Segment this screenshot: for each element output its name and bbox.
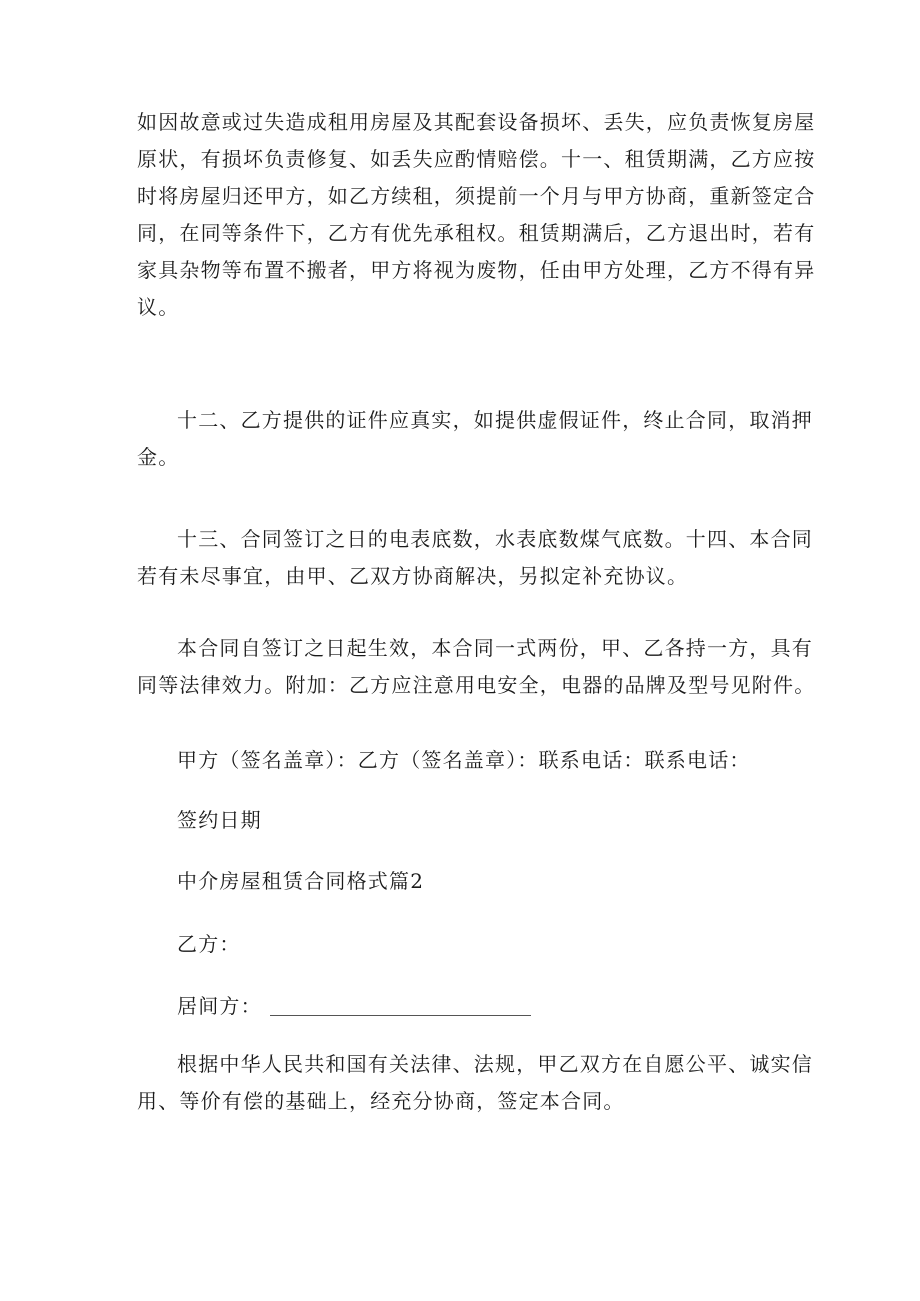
paragraph-damage-clause bbox=[137, 104, 816, 326]
party-b-label: 乙方： bbox=[177, 932, 241, 956]
paragraph-line: 金。 bbox=[137, 445, 180, 469]
paragraph-line: 若有未尽事宜，由甲、乙双方协商解决，另拟定补充协议。 bbox=[137, 564, 689, 588]
paragraph-preamble bbox=[137, 1046, 813, 1120]
signature-line: 甲方（签名盖章）：乙方（签名盖章）：联系电话：联系电话： bbox=[177, 748, 751, 772]
section-title: 中介房屋租赁合同格式篇2 bbox=[177, 869, 425, 893]
paragraph-line: 家具杂物等布置不搬者，甲方将视为废物，任由甲方处理，乙方不得有异 bbox=[137, 258, 816, 282]
paragraph-clause-thirteen bbox=[137, 521, 813, 595]
paragraph-line: 原状，有损坏负责修复、如丢失应酌情赔偿。十一、租赁期满，乙方应按 bbox=[137, 147, 816, 171]
paragraph-line: 十二、乙方提供的证件应真实，如提供虚假证件，终止合同，取消押 bbox=[177, 408, 813, 432]
intermediary-blank-line bbox=[270, 1015, 531, 1016]
paragraph-line: 十三、合同签订之日的电表底数，水表底数煤气底数。十四、本合同 bbox=[177, 527, 813, 551]
paragraph-line: 如因故意或过失造成租用房屋及其配套设备损坏、丢失，应负责恢复房屋 bbox=[137, 110, 816, 134]
paragraph-line: 同，在同等条件下，乙方有优先承租权。租赁期满后，乙方退出时，若有 bbox=[137, 221, 816, 245]
intermediary-label: 居间方： bbox=[177, 994, 262, 1018]
paragraph-line: 本合同自签订之日起生效，本合同一式两份，甲、乙各持一方，具有 bbox=[177, 636, 813, 660]
paragraph-line: 根据中华人民共和国有关法律、法规，甲乙双方在自愿公平、诚实信 bbox=[177, 1052, 813, 1076]
paragraph-line: 议。 bbox=[137, 295, 180, 319]
paragraph-line: 同等法律效力。附加：乙方应注意用电安全，电器的品牌及型号见附件。 bbox=[137, 673, 816, 697]
sign-date-label: 签约日期 bbox=[177, 808, 262, 832]
paragraph-line: 时将房屋归还甲方，如乙方续租，须提前一个月与甲方协商，重新签定合 bbox=[137, 184, 816, 208]
paragraph-clause-twelve bbox=[137, 402, 813, 476]
paragraph-effectiveness bbox=[137, 630, 816, 704]
paragraph-line: 用、等价有偿的基础上，经充分协商，签定本合同。 bbox=[137, 1089, 625, 1113]
